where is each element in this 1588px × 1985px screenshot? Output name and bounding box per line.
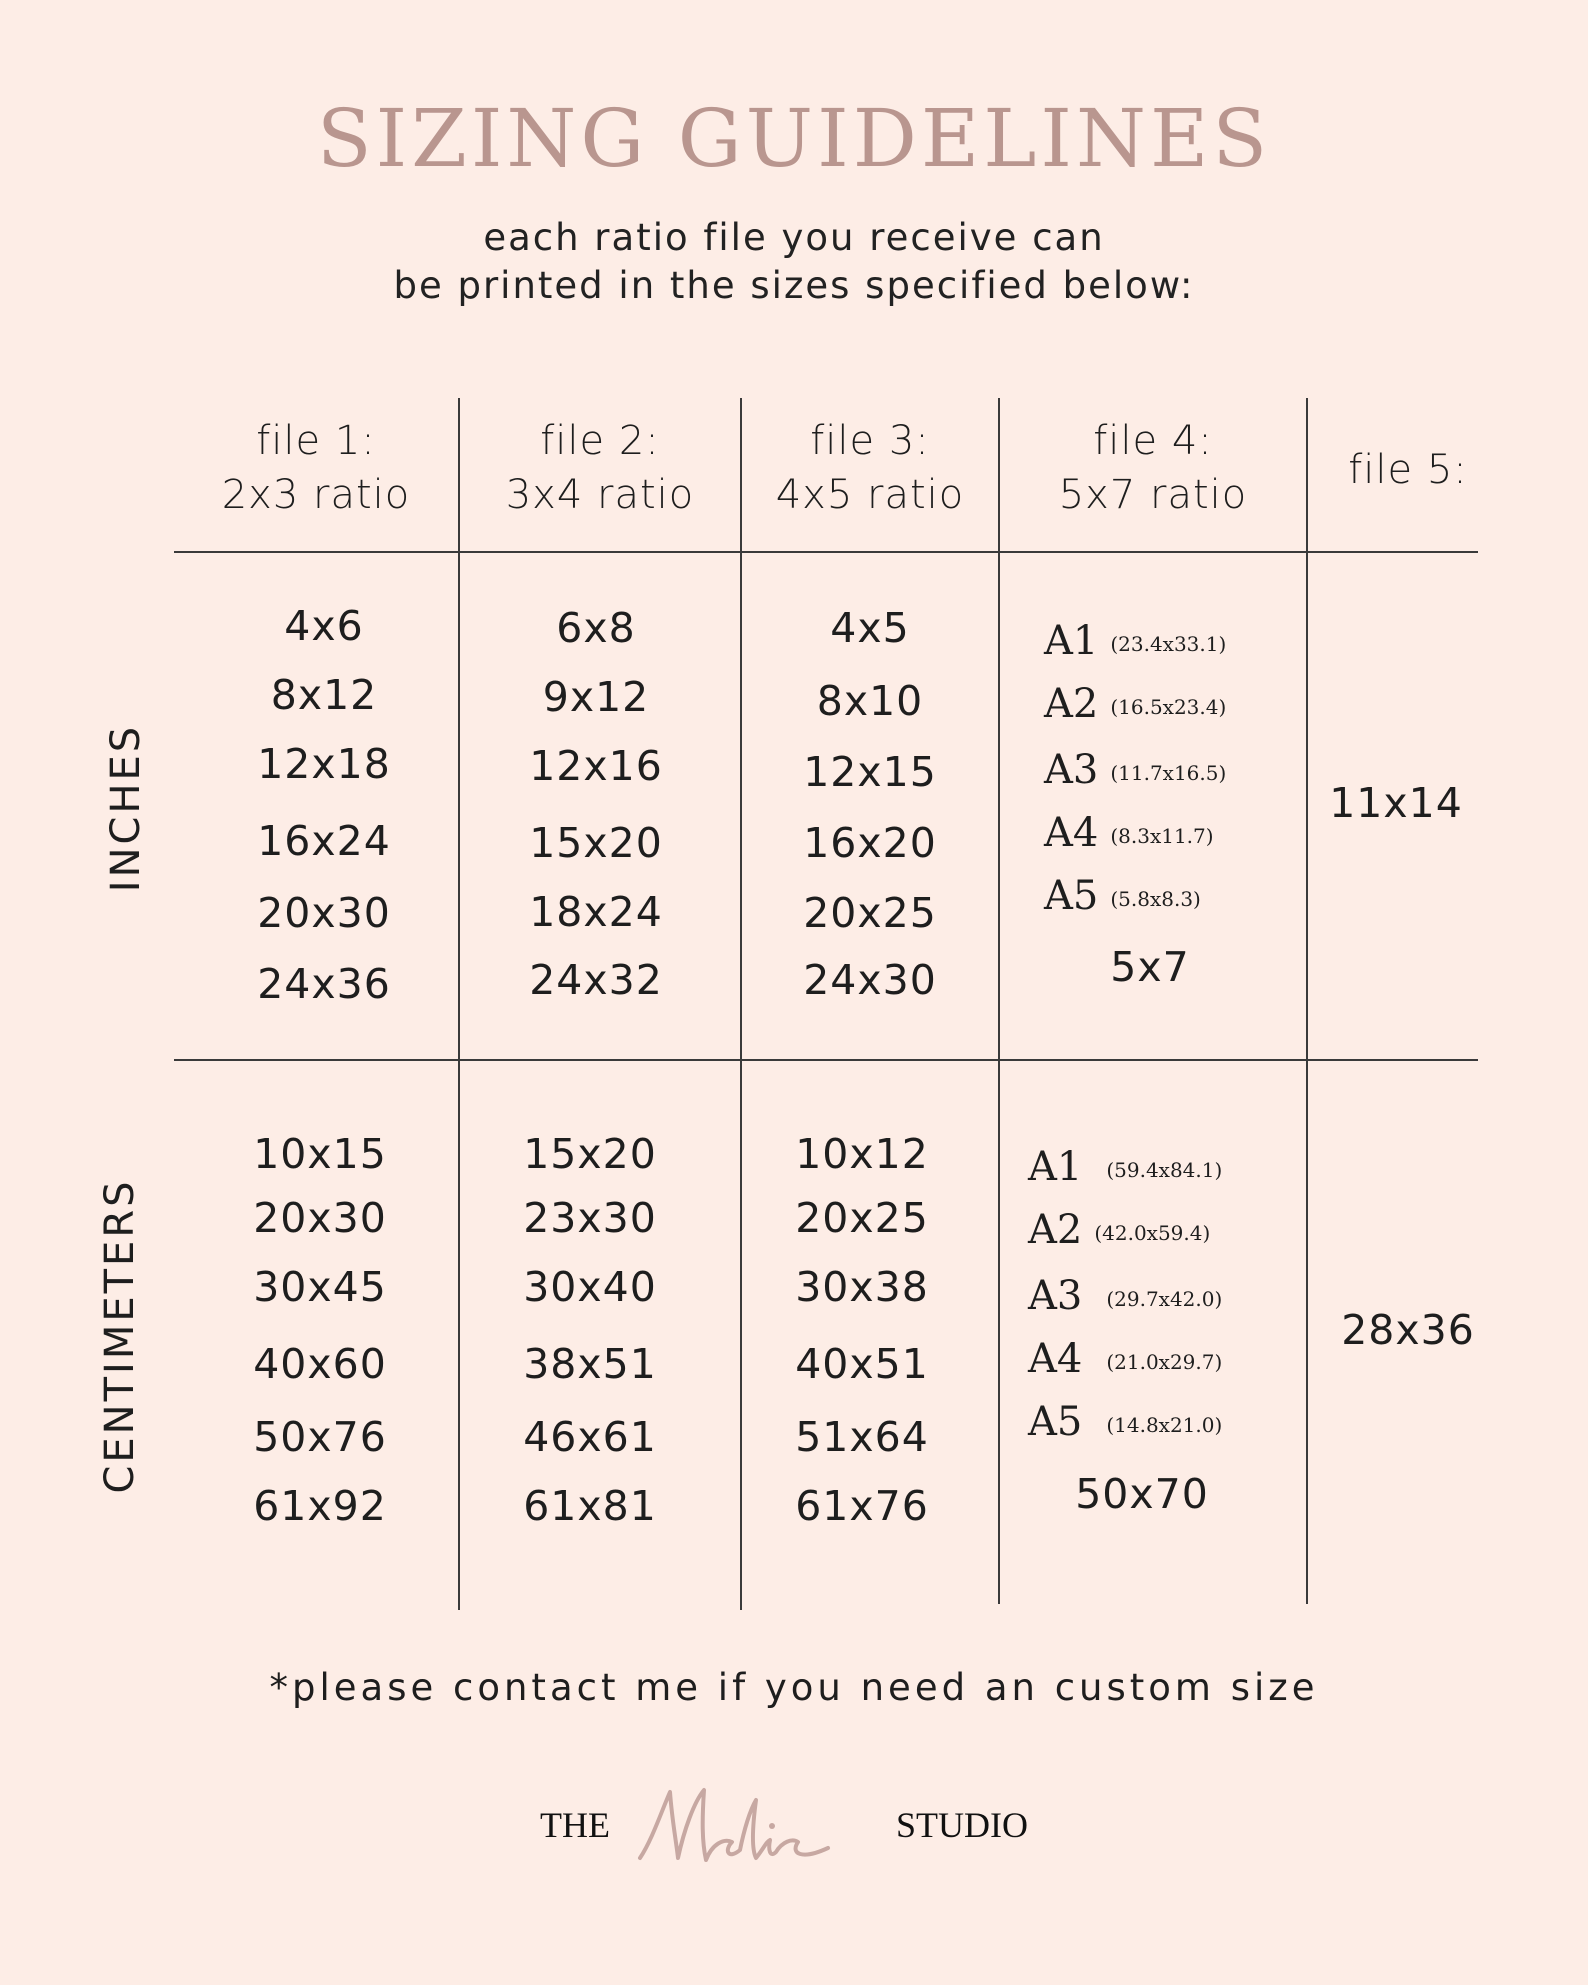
column-divider-4 bbox=[1306, 398, 1308, 1604]
inches-a-size-row bbox=[1044, 873, 1201, 919]
section-divider bbox=[174, 1059, 1478, 1061]
inches-size-cell: 20x25 bbox=[803, 889, 937, 937]
cm-size-cell: 61x81 bbox=[523, 1482, 657, 1530]
ratio-label: 3x4 ratio bbox=[505, 472, 695, 518]
inches-a-size-row bbox=[1044, 747, 1226, 793]
inches-size-cell: 24x36 bbox=[257, 960, 391, 1008]
cm-size-cell: 30x38 bbox=[795, 1263, 929, 1311]
inches-size-cell: 4x6 bbox=[284, 602, 364, 650]
cm-a-size-row bbox=[1028, 1273, 1222, 1319]
a-size-dimensions: (8.3x11.7) bbox=[1110, 824, 1214, 848]
a-size-name: A4 bbox=[1028, 1336, 1083, 1382]
a-size-name: A5 bbox=[1044, 873, 1099, 919]
file-label: file 5: bbox=[1348, 447, 1468, 493]
inches-size-cell: 8x12 bbox=[270, 671, 378, 719]
column-header-3 bbox=[742, 414, 998, 522]
column-divider-3 bbox=[998, 398, 1000, 1604]
a-size-name: A3 bbox=[1044, 747, 1099, 793]
cm-size-cell: 28x36 bbox=[1341, 1306, 1475, 1354]
cm-size-cell: 10x12 bbox=[795, 1130, 929, 1178]
ratio-label: 4x5 ratio bbox=[775, 472, 965, 518]
cm-size-cell: 50x76 bbox=[253, 1413, 387, 1461]
ratio-label: 5x7 ratio bbox=[1058, 472, 1248, 518]
inches-size-cell: 16x24 bbox=[257, 817, 391, 865]
inches-size-cell: 4x5 bbox=[830, 604, 910, 652]
subtitle-line-1: each ratio file you receive can bbox=[483, 216, 1105, 259]
inches-size-cell: 16x20 bbox=[803, 819, 937, 867]
cm-size-cell: 38x51 bbox=[523, 1340, 657, 1388]
cm-size-cell: 20x25 bbox=[795, 1194, 929, 1242]
a-size-name: A2 bbox=[1044, 681, 1099, 727]
cm-a-size-row bbox=[1028, 1144, 1222, 1190]
a-size-dimensions: (23.4x33.1) bbox=[1110, 632, 1227, 656]
a-size-name: A1 bbox=[1044, 618, 1099, 664]
cm-size-cell: 30x40 bbox=[523, 1263, 657, 1311]
subtitle-line-2: be printed in the sizes specified below: bbox=[393, 264, 1195, 307]
a-size-dimensions: (14.8x21.0) bbox=[1106, 1413, 1223, 1437]
cm-a-size-row bbox=[1028, 1336, 1222, 1382]
a-size-dimensions: (21.0x29.7) bbox=[1106, 1350, 1223, 1374]
inches-a-size-row bbox=[1044, 618, 1226, 664]
inches-a-size-row bbox=[1044, 681, 1226, 727]
logo-word-right: STUDIO bbox=[896, 1805, 1028, 1845]
a-size-name: A4 bbox=[1044, 810, 1099, 856]
cm-a-size-row bbox=[1028, 1399, 1222, 1445]
studio-logo bbox=[540, 1780, 1060, 1890]
header-divider bbox=[174, 551, 1478, 553]
inches-size-cell: 8x10 bbox=[816, 677, 924, 725]
a-size-name: A3 bbox=[1028, 1273, 1083, 1319]
inches-size-cell: 12x16 bbox=[529, 742, 663, 790]
inches-size-cell: 11x14 bbox=[1329, 779, 1463, 827]
inches-a-size-row bbox=[1044, 810, 1214, 856]
a-size-dimensions: (29.7x42.0) bbox=[1106, 1287, 1223, 1311]
cm-size-cell: 61x76 bbox=[795, 1482, 929, 1530]
a-size-name: A1 bbox=[1028, 1144, 1083, 1190]
cm-size-cell: 30x45 bbox=[253, 1263, 387, 1311]
cm-size-cell: 15x20 bbox=[523, 1130, 657, 1178]
column-header-1 bbox=[174, 414, 458, 522]
a-size-dimensions: (5.8x8.3) bbox=[1110, 887, 1201, 911]
cm-size-cell: 40x51 bbox=[795, 1340, 929, 1388]
a-size-dimensions: (11.7x16.5) bbox=[1110, 761, 1227, 785]
inches-size-cell: 9x12 bbox=[542, 673, 650, 721]
inches-size-cell: 15x20 bbox=[529, 819, 663, 867]
cm-size-cell: 20x30 bbox=[253, 1194, 387, 1242]
cm-a-size-row bbox=[1028, 1207, 1210, 1253]
logo-script-mark bbox=[632, 1780, 832, 1880]
inches-size-cell: 24x30 bbox=[803, 956, 937, 1004]
cm-size-cell: 51x64 bbox=[795, 1413, 929, 1461]
cm-size-cell: 46x61 bbox=[523, 1413, 657, 1461]
inches-size-cell: 12x18 bbox=[257, 740, 391, 788]
inches-size-cell: 24x32 bbox=[529, 956, 663, 1004]
file-label: file 2: bbox=[540, 418, 660, 464]
cm-size-cell: 10x15 bbox=[253, 1130, 387, 1178]
row-label-centimeters: CENTIMETERS bbox=[97, 1178, 143, 1494]
inches-size-cell: 5x7 bbox=[1110, 943, 1190, 991]
column-header-5 bbox=[1308, 443, 1508, 497]
a-size-dimensions: (16.5x23.4) bbox=[1110, 695, 1227, 719]
inches-size-cell: 18x24 bbox=[529, 888, 663, 936]
ratio-label: 2x3 ratio bbox=[221, 472, 411, 518]
a-size-name: A5 bbox=[1028, 1399, 1083, 1445]
inches-size-cell: 12x15 bbox=[803, 748, 937, 796]
column-header-4 bbox=[1000, 414, 1306, 522]
inches-size-cell: 6x8 bbox=[556, 604, 636, 652]
row-label-inches: INCHES bbox=[103, 723, 149, 893]
cm-size-cell: 40x60 bbox=[253, 1340, 387, 1388]
file-label: file 4: bbox=[1093, 418, 1213, 464]
cm-size-cell: 23x30 bbox=[523, 1194, 657, 1242]
page-title: SIZING GUIDELINES bbox=[316, 92, 1272, 185]
custom-size-note: *please contact me if you need an custom size bbox=[269, 1666, 1319, 1709]
logo-word-left: THE bbox=[540, 1805, 610, 1845]
a-size-dimensions: (42.0x59.4) bbox=[1094, 1221, 1211, 1245]
file-label: file 1: bbox=[256, 418, 376, 464]
cm-size-cell: 61x92 bbox=[253, 1482, 387, 1530]
a-size-name: A2 bbox=[1028, 1207, 1083, 1253]
inches-size-cell: 20x30 bbox=[257, 889, 391, 937]
column-header-2 bbox=[460, 414, 740, 522]
file-label: file 3: bbox=[810, 418, 930, 464]
a-size-dimensions: (59.4x84.1) bbox=[1106, 1158, 1223, 1182]
cm-size-cell: 50x70 bbox=[1075, 1470, 1209, 1518]
column-divider-2 bbox=[740, 398, 742, 1610]
column-divider-1 bbox=[458, 398, 460, 1610]
